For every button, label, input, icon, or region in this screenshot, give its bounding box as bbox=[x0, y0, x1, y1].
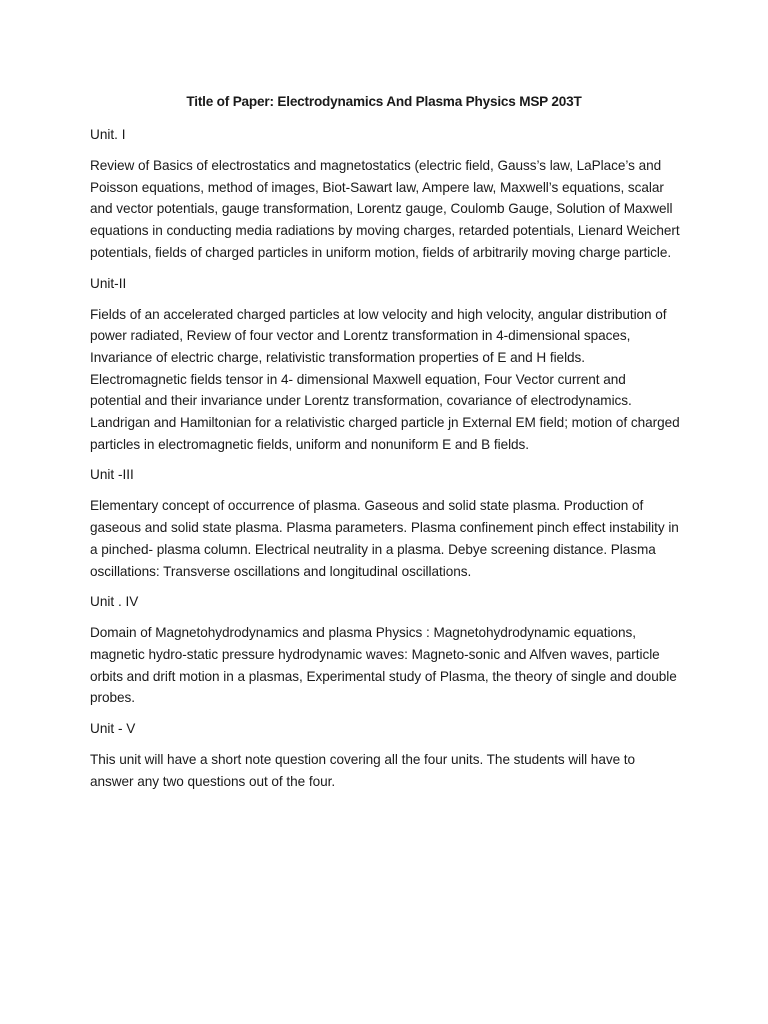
unit-1-section bbox=[90, 125, 680, 264]
unit-1-heading: Unit. I bbox=[90, 127, 126, 142]
unit-5-body: This unit will have a short note question covering all the four units. The students will have to answer any two questions out of the four. bbox=[90, 752, 636, 789]
unit-2-heading: Unit-II bbox=[90, 275, 127, 291]
unit-5-section bbox=[90, 719, 680, 792]
unit-4-body: Domain of Magnetohydrodynamics and plasma Physics : Magnetohydrodynamic equations, magnetic hydro-static pressure hydrodynamic waves: Magneto-sonic and Alfven waves, particle orbits and drift motion in a plasmas, Experimental study of Plasma, the theory of single and double probes. bbox=[90, 625, 677, 706]
unit-3-heading: Unit -III bbox=[90, 467, 134, 483]
unit-4-section bbox=[90, 592, 680, 709]
document-body bbox=[90, 125, 680, 802]
unit-3-section bbox=[90, 465, 680, 582]
unit-4-heading: Unit . IV bbox=[90, 594, 139, 610]
unit-5-heading: Unit - V bbox=[90, 721, 136, 737]
unit-3-body: Elementary concept of occurrence of plasma. Gaseous and solid state plasma. Production of gaseous and solid state plasma. Plasma parameters. Plasma confinement pinch effect instability in a pinched- plasma column. Electrical neutrality in a plasma. Debye screening distance. Plasma oscillations: Transverse oscillations and longitudinal oscillations. bbox=[90, 498, 679, 579]
unit-1-body: Review of Basics of electrostatics and magnetostatics (electric field, Gauss’s law, LaPlace’s and Poisson equations, method of images, Biot-Sawart law, Ampere law, Maxwell’s equations, scalar and vector potentials, gauge transformation, Lorentz gauge, Coulomb Gauge, Solution of Maxwell equations in conducting media radiations by moving charges, retarded potentials, Lienard Weichert potentials, fields of charged particles in uniform motion, fields of arbitrarily moving charge particle. bbox=[90, 158, 680, 260]
unit-2-body: Fields of an accelerated charged particles at low velocity and high velocity, angular distribution of power radiated, Review of four vector and Lorentz transformation in 4-dimensional spaces, Invariance of electric charge, relativistic transformation properties of E and H fields. Electromagnetic fields tensor in 4- dimensional Maxwell equation, Four Vector current and potential and their invariance under Lorentz transformation, covariance of electrodynamics. Landrigan and Hamiltonian for a relativistic charged particle jn External EM field; motion of charged particles in electromagnetic fields, uniform and nonuniform E and B fields. bbox=[90, 306, 680, 452]
unit-2-section bbox=[90, 274, 680, 456]
document-title: Title of Paper: Electrodynamics And Plasma Physics MSP 203T bbox=[186, 94, 582, 109]
